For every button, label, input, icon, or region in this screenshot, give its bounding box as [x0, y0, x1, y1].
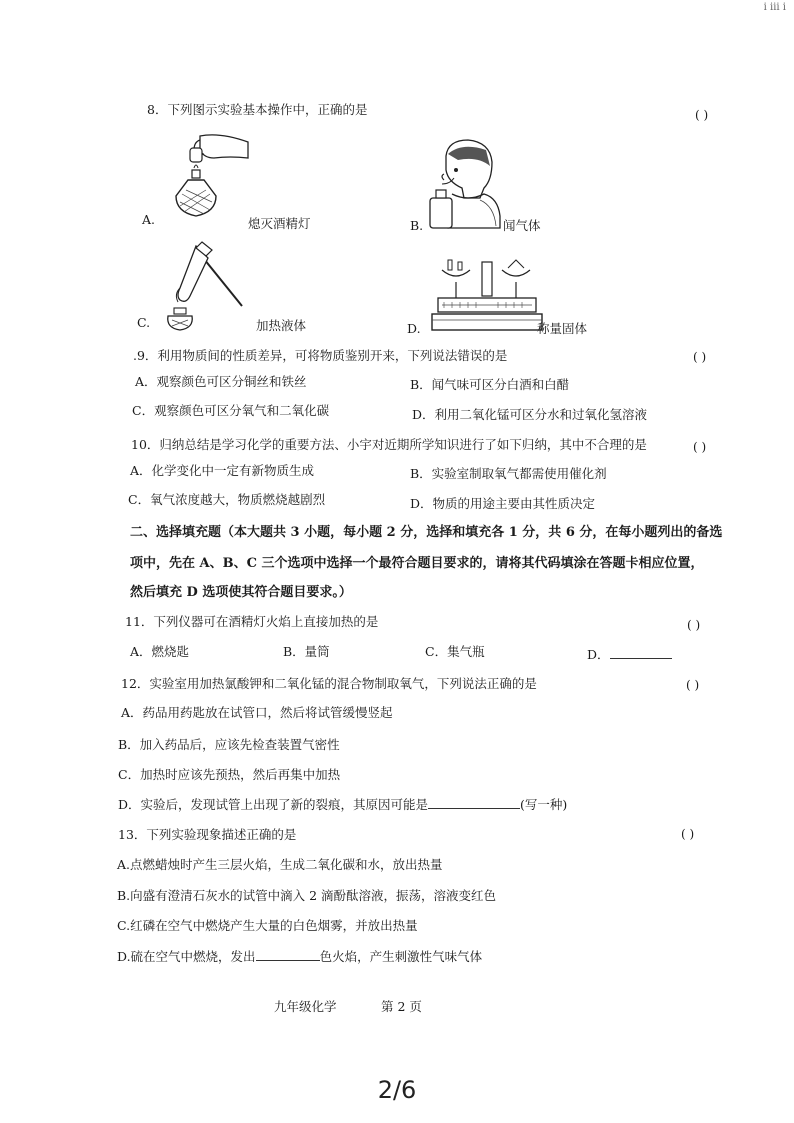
q12-option-d	[118, 797, 567, 813]
q11-answer-paren: ( )	[687, 618, 701, 632]
q13-option-b: B.向盛有澄清石灰水的试管中滴入 2 滴酚酞溶液，振荡，溶液变红色	[117, 888, 497, 903]
q8-option-b-caption: 闻气体	[503, 218, 541, 233]
q11-option-d	[587, 647, 672, 663]
figure-a-extinguish-lamp	[160, 128, 260, 228]
q8-option-a-caption: 熄灭酒精灯	[248, 216, 311, 231]
footer-page: 第 2 页	[381, 999, 422, 1014]
q8-option-d-caption: 称量固体	[537, 321, 588, 336]
q11-option-b: B．量筒	[283, 644, 330, 659]
figure-d-balance	[428, 258, 546, 334]
section2-heading-line1: 二、选择填充题（本大题共 3 小题，每小题 2 分，选择和填充各 1 分，共 6 分，在每小题列出的备选	[130, 525, 723, 540]
footer-subject: 九年级化学	[274, 999, 337, 1014]
q12-blank[interactable]	[428, 797, 520, 809]
q8-option-a-letter: A.	[142, 212, 156, 227]
section2-heading-line3: 然后填充 D 选项使其符合题目要求。）	[130, 585, 352, 600]
q9-option-a: A．观察颜色可区分铜丝和铁丝	[135, 374, 307, 389]
q13-option-a: A.点燃蜡烛时产生三层火焰，生成二氧化碳和水，放出热量	[117, 857, 443, 872]
q11-option-c: C．集气瓶	[425, 644, 485, 659]
q13-blank[interactable]	[256, 949, 320, 961]
q12-option-b: B．加入药品后，应该先检查装置气密性	[118, 737, 340, 752]
q13-option-d	[117, 949, 482, 965]
q10-answer-paren: ( )	[693, 440, 707, 454]
corner-mark: ⅰ ⅲ ⅰ	[763, 2, 786, 13]
q9-option-d: D．利用二氧化锰可区分水和过氧化氢溶液	[412, 407, 648, 422]
q13-option-d-suffix: 色火焰，产生刺激性气味气体	[319, 949, 483, 964]
q8-stem: 8．下列图示实验基本操作中，正确的是	[147, 102, 368, 117]
figure-b-smell-gas	[428, 136, 508, 232]
q9-answer-paren: ( )	[693, 350, 707, 364]
figure-c-heat-liquid	[160, 240, 260, 332]
q12-option-d-text: D．实验后，发现试管上出现了新的裂痕，其原因可能是	[118, 797, 429, 812]
q9-option-c: C．观察颜色可区分氧气和二氧化碳	[132, 403, 330, 418]
q8-option-c-letter: C.	[137, 315, 151, 330]
q10-option-a: A．化学变化中一定有新物质生成	[130, 463, 315, 478]
q13-answer-paren: ( )	[681, 827, 695, 841]
q11-stem: 11．下列仪器可在酒精灯火焰上直接加热的是	[125, 614, 379, 629]
q12-option-c: C．加热时应该先预热，然后再集中加热	[118, 767, 341, 782]
q11-option-d-letter: D．	[587, 647, 610, 662]
q8-option-d-letter: D.	[407, 321, 421, 336]
q12-answer-paren: ( )	[686, 678, 700, 692]
q9-stem: .9．利用物质间的性质差异，可将物质鉴别开来，下列说法错误的是	[133, 348, 508, 363]
q10-option-b: B．实验室制取氧气都需使用催化剂	[410, 466, 607, 481]
q13-option-c: C.红磷在空气中燃烧产生大量的白色烟雾，并放出热量	[117, 918, 418, 933]
section2-heading-line2: 项中，先在 A、B、C 三个选项中选择一个最符合题目要求的，请将其代码填涂在答题卡相应位置，	[130, 556, 704, 571]
q12-stem: 12．实验室用加热氯酸钾和二氧化锰的混合物制取氧气，下列说法正确的是	[121, 676, 537, 691]
q8-option-b-letter: B.	[410, 218, 424, 233]
q11-option-a: A．燃烧匙	[130, 644, 190, 659]
q12-option-a: A．药品用药匙放在试管口，然后将试管缓慢竖起	[121, 705, 393, 720]
q10-stem: 10．归纳总结是学习化学的重要方法、小宇对近期所学知识进行了如下归纳，其中不合理的是	[131, 437, 647, 452]
q13-stem: 13．下列实验现象描述正确的是	[118, 827, 297, 842]
q9-option-b: B．闻气味可区分白酒和白醋	[410, 377, 570, 392]
q10-option-c: C．氧气浓度越大，物质燃烧越剧烈	[128, 492, 326, 507]
q11-blank[interactable]	[610, 647, 672, 659]
q12-option-d-suffix: (写一种)	[520, 797, 568, 812]
page-indicator: 2/6	[377, 1076, 417, 1104]
q13-option-d-text: D.硫在空气中燃烧，发出	[117, 949, 256, 964]
q8-answer-paren: ( )	[695, 108, 709, 122]
q10-option-d: D．物质的用途主要由其性质决定	[410, 496, 596, 511]
q8-option-c-caption: 加热液体	[256, 318, 307, 333]
